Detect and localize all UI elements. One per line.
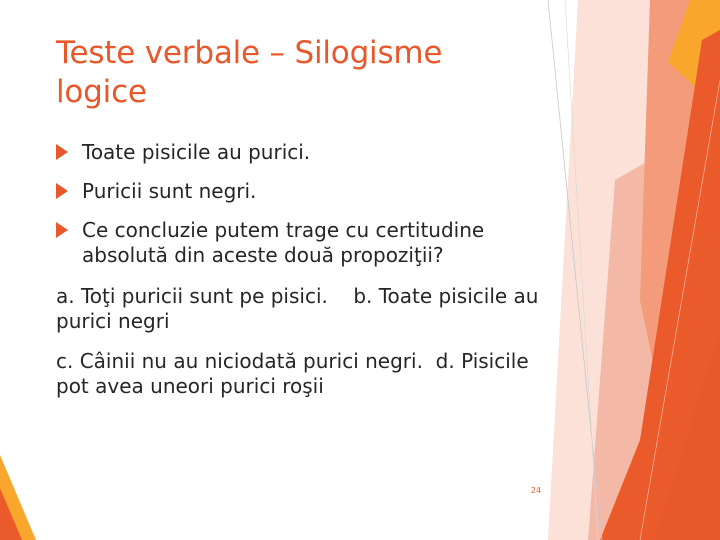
answer-group-ab [56,284,556,334]
answer-option-a: a. Toţi puricii sunt pe pisici. [56,284,328,308]
answer-option-d: d. Pisicile pot avea uneori purici roşii [56,349,535,398]
answer-option-c: c. Câinii nu au niciodată purici negri. [56,349,423,373]
answer-group-cd [56,349,556,399]
bullet-list [56,140,556,282]
answer-options [56,284,556,414]
bullet-text: Puricii sunt negri. [82,179,257,203]
bullet-text: Ce concluzie putem trage cu certitudine absolută din aceste două propoziţii? [82,218,485,267]
slide-title: Teste verbale – Silogisme logice [56,35,443,110]
bullet-item [56,140,556,165]
triangle-bullet-icon [56,144,68,160]
triangle-bullet-icon [56,222,68,238]
page-number: 24 [530,486,542,495]
bullet-item [56,218,556,268]
triangle-bullet-icon [56,183,68,199]
bullet-item [56,179,556,204]
bullet-text: Toate pisicile au purici. [82,140,311,164]
answer-option-b: b. Toate pisicile au purici negri [56,284,545,333]
